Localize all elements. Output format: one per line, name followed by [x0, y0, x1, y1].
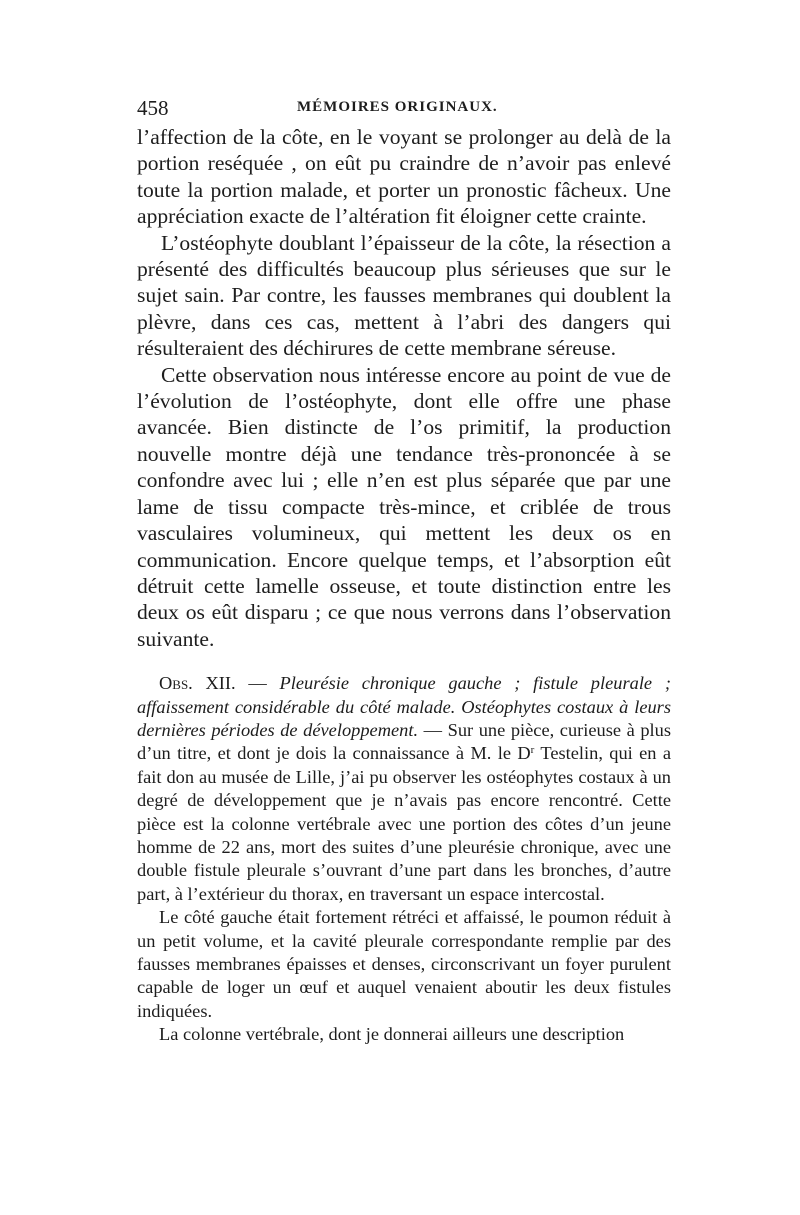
observation-paragraph-1 — [137, 672, 671, 906]
doctor-superscript: r — [530, 744, 535, 757]
paragraph-3: Cette observation nous intéresse encore au point de vue de l’évolution de l’ostéophyte, dont elle offre une phase avancée. Bien distincte de l’os primitif, la production nouvelle montre déjà une tendance très-prononcée à se confondre avec lui ; elle n’en est plus séparée que par une lame de tissu compacte très-mince, et criblée de trous vasculaires volumineux, qui mettent les deux os en communication. Encore quelque temps, et l’absorption eût détruit cette lamelle osseuse, et toute distinction entre les deux os eût disparu ; ce que nous verrons dans l’observation suivante. — [137, 362, 671, 651]
observation-paragraph-3: La colonne vertébrale, dont je donnerai ailleurs une description — [159, 1024, 625, 1045]
book-page — [137, 96, 671, 1047]
observation-section — [137, 672, 671, 1047]
main-text — [137, 124, 671, 652]
page-number: 458 — [137, 96, 169, 120]
paragraph-1: l’affection de la côte, en le voyant se prolonger au delà de la portion reséquée , on eût pu craindre de n’avoir pas enlevé toute la portion malade, et porter un pronostic fâcheux. Une appréciation exacte de l’altération fit éloigner cette crainte. — [137, 125, 671, 229]
observation-text-a: Sur une pièce, curieuse à plus d’un titre, et dont je dois la connaissance à M. le D — [137, 719, 671, 764]
observation-paragraph-2: Le côté gauche était fortement rétréci et affaissé, le poumon réduit à un petit volume, et la cavité pleurale correspondante remplie par des fausses membranes épaisses et denses, circonscrivant un foyer purulent capable de loger un œuf et auquel venaient aboutir les deux fistules indiquées. — [137, 907, 671, 1021]
observation-text-b: Testelin, qui en a fait don au musée de Lille, j’ai pu observer les ostéophytes costaux à un degré de développement que je n’avais pas encore rencontré. Cette pièce est la colonne vertébrale avec une portion des côtes d’un jeune homme de 22 ans, mort des suites d’une pleurésie chronique, avec une double fistule pleurale s’ouvrant d’une part dans les bronches, d’autre part, à l’extérieur du thorax, en traversant un espace intercostal. — [137, 743, 671, 904]
observation-title: Pleurésie chronique gauche ; fistule pleurale ; affaissement considérable du côté malade. Ostéophytes costaux à leurs dernières périodes de développement. — [137, 673, 671, 740]
running-title: MÉMOIRES ORIGINAUX. — [297, 99, 498, 115]
observation-dash-2: — — [418, 719, 448, 740]
observation-label: Obs. XII. — [159, 673, 236, 694]
running-head — [137, 96, 671, 124]
paragraph-2: L’ostéophyte doublant l’épaisseur de la côte, la résection a présenté des difficultés beaucoup plus sérieuses que sur le sujet sain. Par contre, les fausses membranes qui doublent la plèvre, dans ces cas, mettent à l’abri des dangers qui résulteraient des déchirures de cette membrane séreuse. — [137, 230, 671, 361]
observation-dash-1: — — [235, 673, 280, 694]
